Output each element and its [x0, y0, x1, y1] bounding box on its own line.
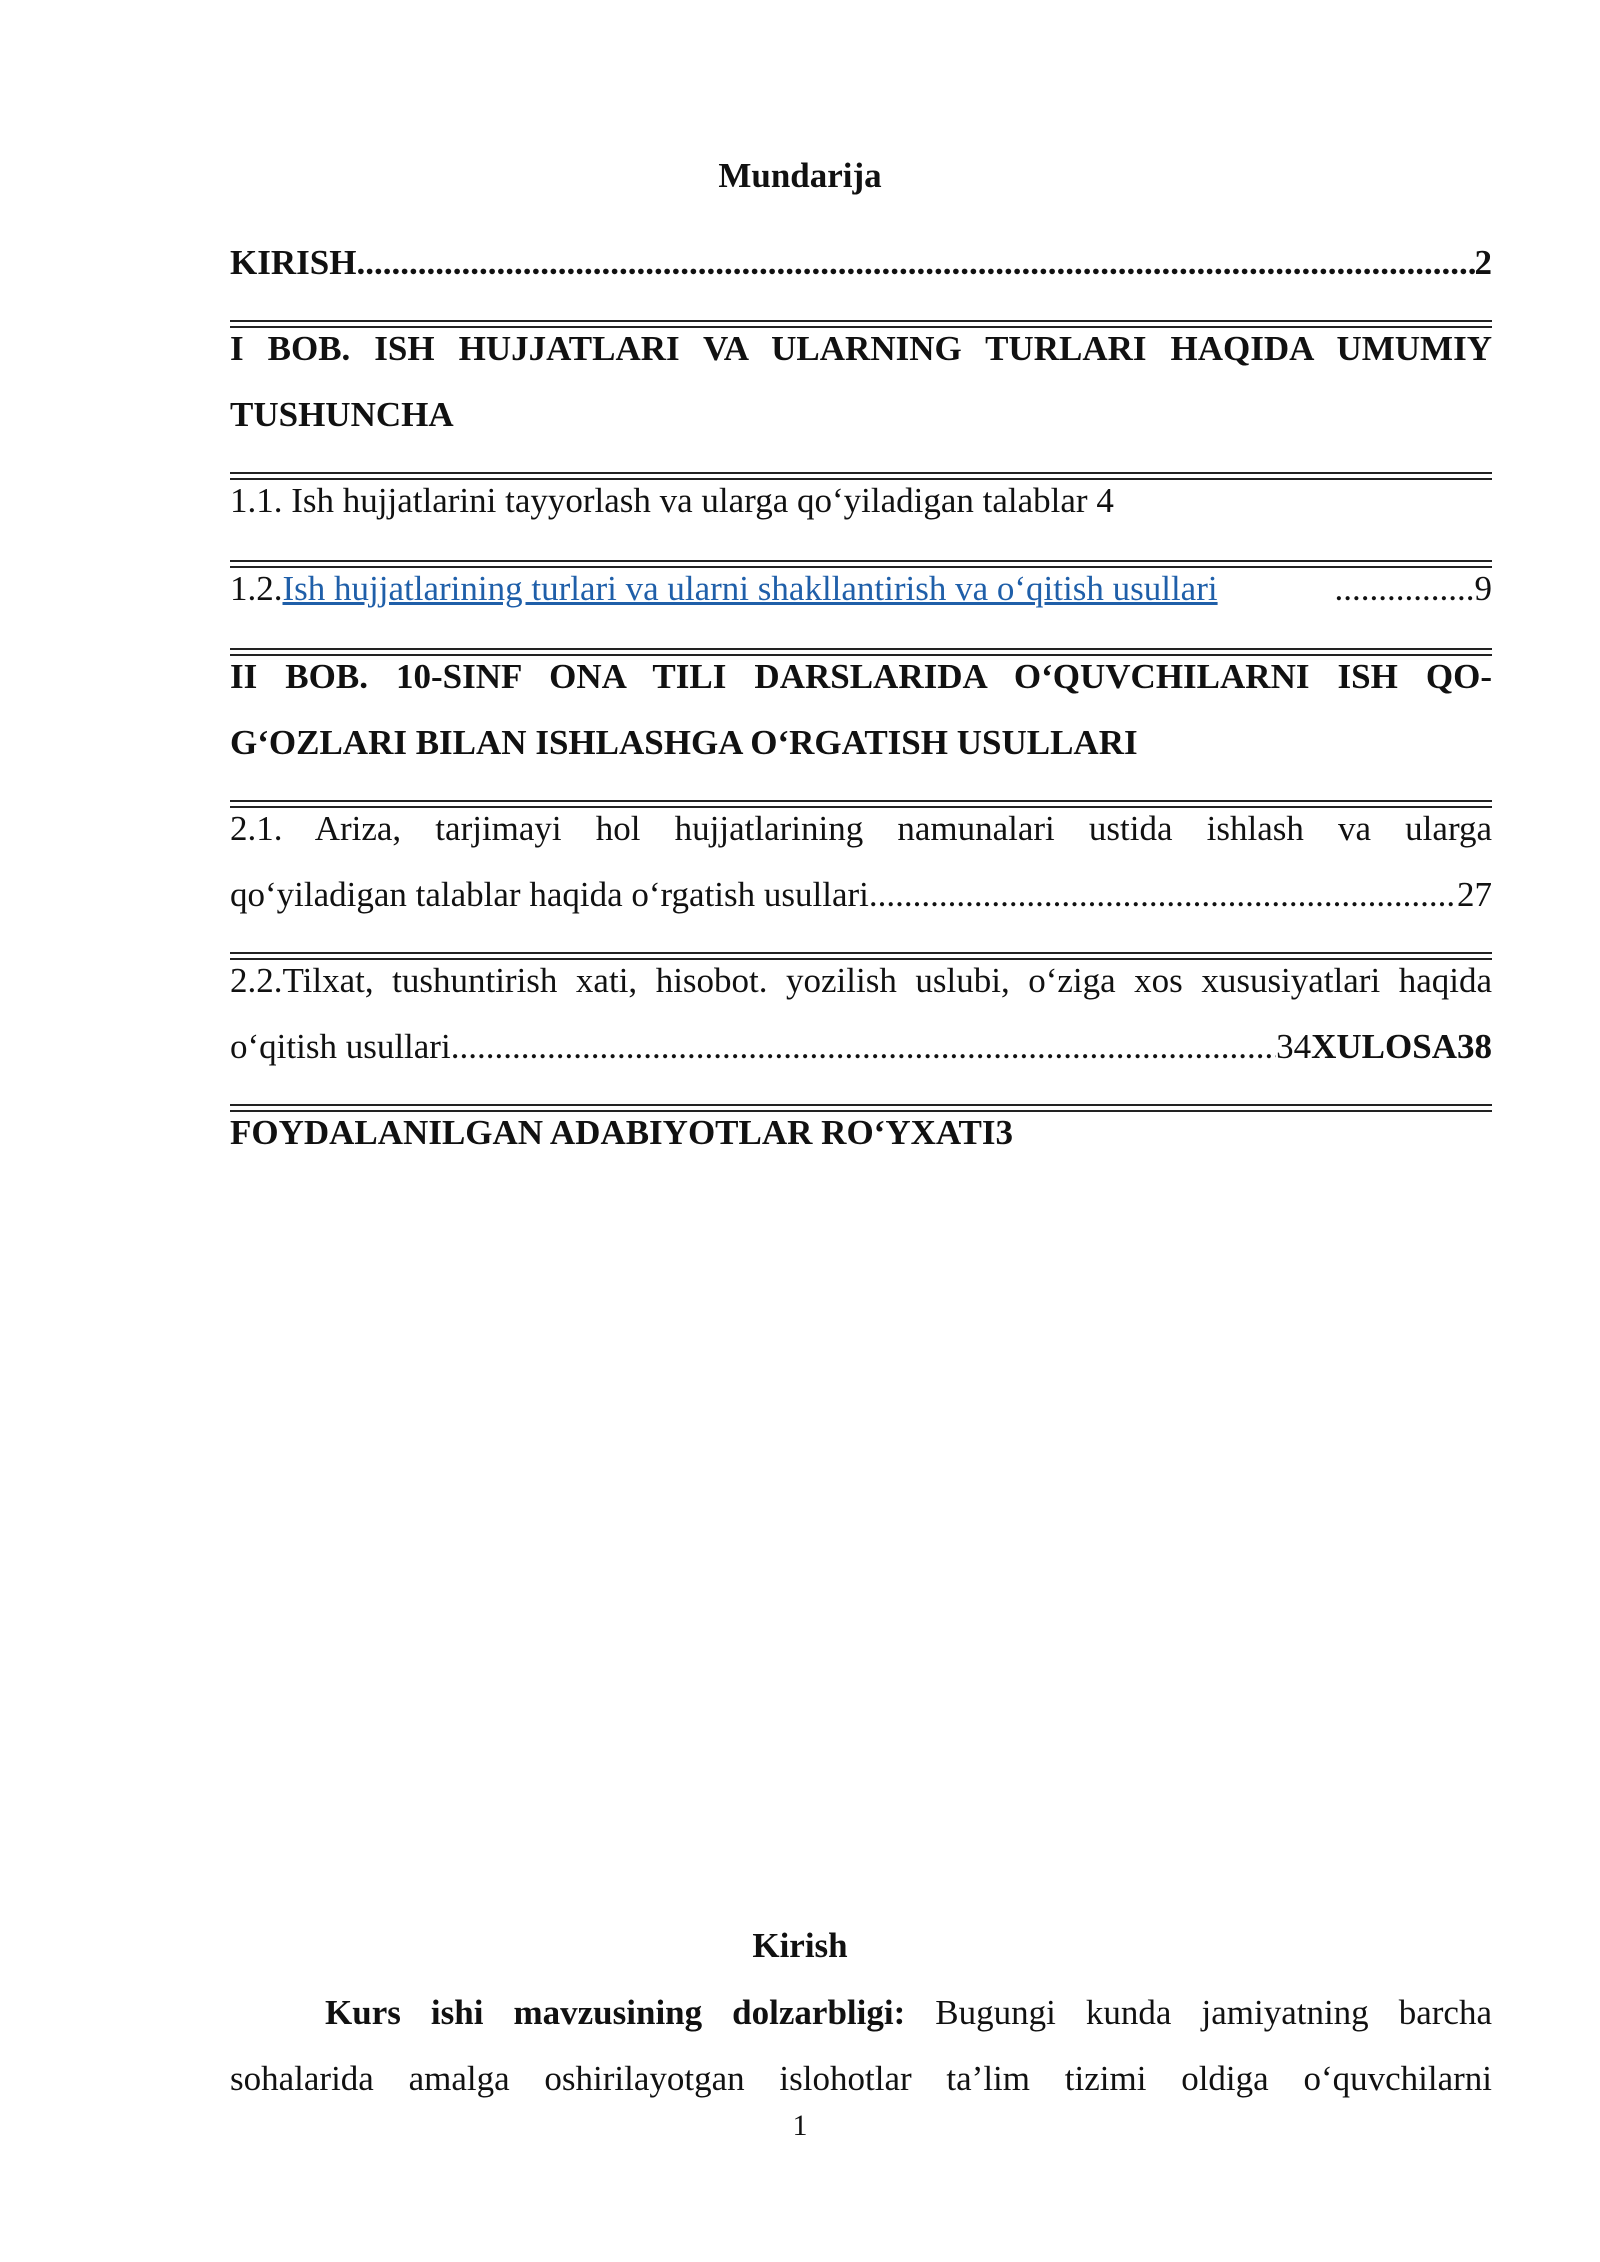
- toc-entry-label: qo‘yiladigan talablar haqida o‘rgatish usullari: [230, 875, 869, 914]
- intro-paragraph-line2: sohalarida amalga oshirilayotgan islohotlar ta’lim tizimi oldiga o‘quvchilarni: [230, 2059, 1492, 2098]
- toc-entry-2-2-line2[interactable]: [230, 1014, 1492, 1080]
- toc-entry-chapter2-line2[interactable]: G‘OZLARI BILAN ISHLASHGA O‘RGATISH USULLARI: [230, 723, 1138, 762]
- toc-entry-page: 2: [1474, 243, 1492, 282]
- intro-text: Bugungi kunda jamiyatning barcha: [905, 1993, 1492, 2032]
- toc-entry-2-1-line1[interactable]: 2.1. Ariza, tarjimayi hol hujjatlarining namunalari ustida ishlash va ularga: [230, 809, 1492, 848]
- page-number: 1: [792, 2109, 808, 2142]
- toc-entry-xulosa[interactable]: XULOSA38: [1311, 1027, 1492, 1066]
- intro-bold-lead: Kurs ishi mavzusining dolzarbligi:: [325, 1993, 906, 2032]
- toc-entry-label: o‘qitish usullari: [230, 1027, 451, 1066]
- toc-entry-page: 9: [1474, 569, 1492, 608]
- toc-link-1-2[interactable]: Ish hujjatlarining turlari va ularni shakllantirish va o‘qitish usullari: [282, 569, 1218, 608]
- toc-entry-label: KIRISH: [230, 243, 357, 282]
- toc-entry-chapter2-line1[interactable]: II BOB. 10-SINF ONA TILI DARSLARIDA O‘QUVCHILARNI ISH QO-: [230, 657, 1492, 696]
- toc-entry-page: 34: [1276, 1027, 1312, 1066]
- toc-entry-2-1-line2[interactable]: [230, 862, 1492, 928]
- toc-entry-chapter1-line2[interactable]: TUSHUNCHA: [230, 395, 454, 434]
- toc-entry-chapter1-line1[interactable]: I BOB. ISH HUJJATLARI VA ULARNING TURLARI HAQIDA UMUMIY: [230, 329, 1492, 368]
- toc-entry-1-2[interactable]: [230, 556, 1492, 622]
- intro-paragraph-line1: [230, 1980, 1492, 2046]
- toc-leader-dots: [451, 1014, 1276, 1080]
- toc-leader-dots: [356, 230, 1474, 296]
- toc-entry-references[interactable]: FOYDALANILGAN ADABIYOTLAR RO‘YXATI3: [230, 1113, 1014, 1152]
- toc-entry-1-1[interactable]: 1.1. Ish hujjatlarini tayyorlash va ularga qo‘yiladigan talablar 4: [230, 481, 1114, 520]
- toc-entry-2-2-line1[interactable]: 2.2.Tilxat, tushuntirish xati, hisobot. yozilish uslubi, o‘ziga xos xususiyatlari haqida: [230, 961, 1492, 1000]
- intro-title: Kirish: [752, 1926, 848, 1965]
- toc-entry-page: 27: [1457, 875, 1492, 914]
- toc-entry-prefix: 1.2.: [230, 569, 283, 608]
- toc-leader-dots: ................: [1334, 569, 1475, 608]
- toc-title: Mundarija: [718, 156, 882, 195]
- toc-leader-dots: [869, 862, 1457, 928]
- toc-entry-kirish[interactable]: [230, 230, 1492, 296]
